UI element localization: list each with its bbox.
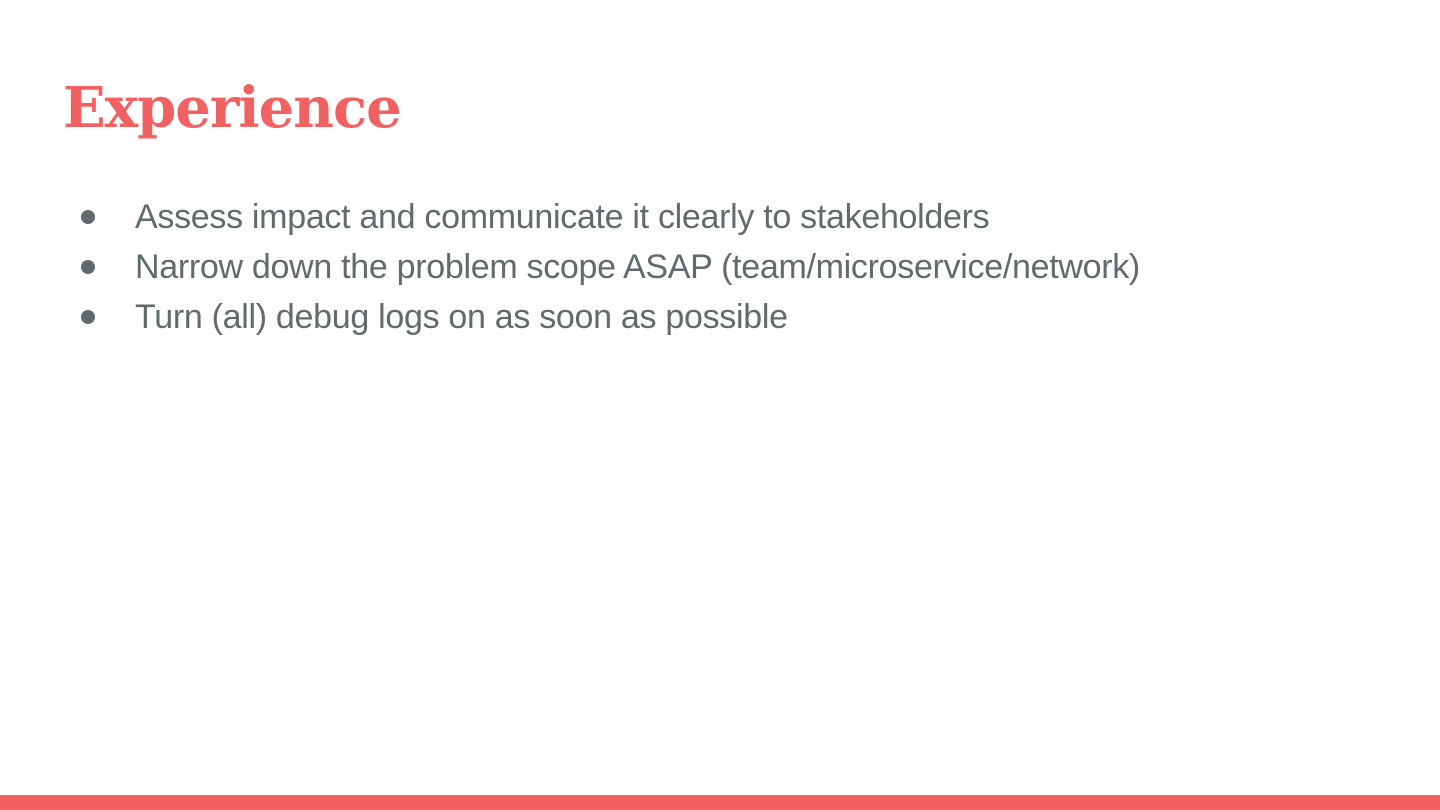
accent-footer-bar — [0, 795, 1440, 810]
bullet-icon — [81, 310, 95, 324]
bullet-text: Turn (all) debug logs on as soon as possible — [135, 297, 788, 336]
list-item — [78, 192, 1140, 242]
bullet-icon — [81, 210, 95, 224]
bullet-icon — [81, 260, 95, 274]
list-item — [78, 292, 1140, 342]
slide-title: Experience — [63, 75, 401, 141]
bullet-text: Narrow down the problem scope ASAP (team/microservice/network) — [135, 247, 1140, 286]
bullet-text: Assess impact and communicate it clearly to stakeholders — [135, 197, 990, 236]
list-item — [78, 242, 1140, 292]
bullet-list — [78, 192, 1140, 342]
